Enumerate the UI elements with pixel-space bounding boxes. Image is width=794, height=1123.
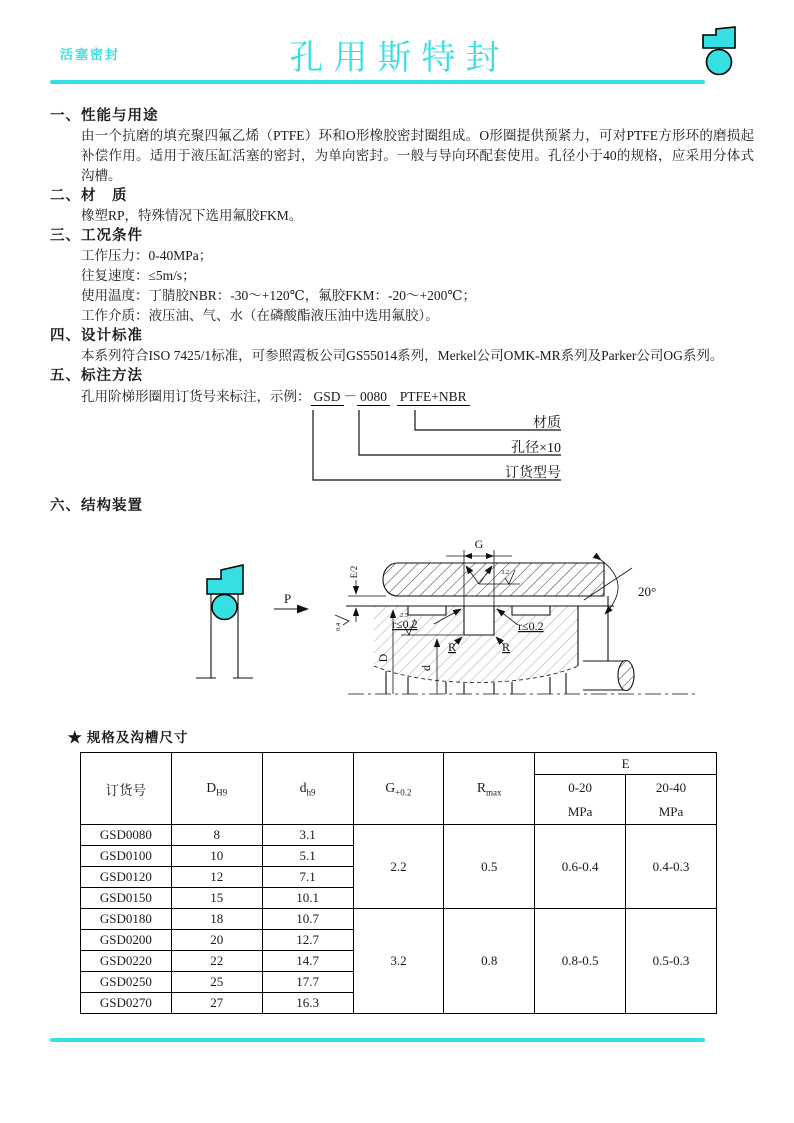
cell-code: GSD0120: [81, 867, 172, 888]
pressure-arrow: [274, 591, 308, 609]
cell-G-group1: 2.2: [353, 825, 444, 909]
cell-D: 15: [171, 888, 262, 909]
g-label: G: [474, 537, 484, 551]
page-title: 孔用斯特封: [289, 40, 510, 77]
cell-d: 5.1: [262, 846, 353, 867]
bore-wall: [383, 563, 604, 596]
seal-logo-icon: [697, 26, 741, 83]
table-row: [81, 825, 717, 846]
section-2-heading: 二、材 质: [50, 188, 128, 204]
condition-temperature: 使用温度：丁腈胶NBR：-30～+120℃，氟胶FKM：-20～+200℃；: [81, 288, 476, 303]
roughness-left: 0.4: [335, 622, 342, 631]
r-small-right-label: r≤0.2: [518, 619, 544, 633]
angle-label: 20°: [638, 584, 657, 599]
cell-G-group2: 3.2: [353, 909, 444, 1014]
section-1-body: 由一个抗磨的填充聚四氟乙烯（PTFE）环和O形橡胶密封圈组成。O形圈提供预紧力，可对PTFE方形环的磨损起补偿作用。适用于液压缸活塞的密封，为单向密封。一般与导向环配套使用。孔径小于40的规格，应采用分体式沟槽。: [81, 128, 754, 183]
cell-D: 25: [171, 972, 262, 993]
cell-D: 22: [171, 951, 262, 972]
section-4-body: 本系列符合ISO 7425/1标准，可参照霞板公司GS55014系列，Merkel公司OMK-MR系列及Parker公司OG系列。: [81, 348, 724, 363]
roughness-mid: 2.5: [400, 612, 409, 619]
callout-bore-label: 孔径×10: [511, 441, 561, 456]
cell-d: 17.7: [262, 972, 353, 993]
cell-Rmax-group1: 0.5: [444, 825, 535, 909]
col-header-order: 订货号: [81, 753, 172, 825]
table-row: [81, 909, 717, 930]
cell-e2-group2: 0.5-0.3: [626, 909, 717, 1014]
cell-D: 20: [171, 930, 262, 951]
cell-Rmax-group2: 0.8: [444, 909, 535, 1014]
header-rule: [50, 80, 705, 84]
cell-d: 7.1: [262, 867, 353, 888]
groove-dim-label: d: [419, 665, 433, 671]
footer-rule: [50, 1038, 705, 1042]
cell-D: 27: [171, 993, 262, 1014]
seal-section-icon: [196, 565, 253, 678]
cell-d: 10.7: [262, 909, 353, 930]
spec-table: [80, 752, 717, 1014]
cell-D: 8: [171, 825, 262, 846]
cell-d: 3.1: [262, 825, 353, 846]
col-header-R: $R_{max}$: [444, 753, 535, 825]
section-4-heading: 四、设计标准: [50, 328, 143, 344]
section-2-body: 橡塑RP，特殊情况下选用氟胶FKM。: [81, 208, 303, 223]
designation-prefix: GSD: [311, 389, 344, 406]
cell-D: 18: [171, 909, 262, 930]
content: [50, 106, 754, 1014]
col-header-E: E: [535, 753, 717, 775]
table-caption: ★ 规格及沟槽尺寸: [68, 730, 189, 745]
cell-code: GSD0270: [81, 993, 172, 1014]
col-header-e-low: 0-20 MPa: [535, 775, 626, 825]
seal-groove: [464, 606, 494, 635]
callout-material-label: 材质: [533, 416, 561, 431]
cell-e2-group1: 0.4-0.3: [626, 825, 717, 909]
designation-size: 0080: [357, 389, 390, 406]
r-small-left-label: r≤0.2: [392, 617, 418, 631]
category-label: 活塞密封: [60, 47, 121, 62]
cell-d: 12.7: [262, 930, 353, 951]
cell-d: 16.3: [262, 993, 353, 1014]
section-1-heading: 一、性能与用途: [50, 108, 159, 124]
page-header: [50, 30, 749, 78]
designation-callout-diagram: [303, 410, 603, 490]
designation-material: PTFE+NBR: [397, 389, 470, 406]
designation-example: [50, 386, 754, 408]
clearance-label: E/2: [349, 565, 359, 579]
designation-intro: 孔用阶梯形圈用订货号来标注，示例：: [81, 389, 311, 404]
roughness-top: 3.2: [501, 569, 510, 576]
r-right-label: R: [502, 640, 511, 654]
cell-d: 14.7: [262, 951, 353, 972]
relief-notch-left: [408, 606, 446, 615]
section-6-heading: 六、结构装置: [50, 498, 143, 514]
r-left-label: R: [448, 640, 457, 654]
cell-code: GSD0180: [81, 909, 172, 930]
pressure-label: P: [284, 591, 292, 606]
cell-e1-group2: 0.8-0.5: [535, 909, 626, 1014]
section-5-heading: 五、标注方法: [50, 368, 143, 384]
cell-code: GSD0100: [81, 846, 172, 867]
cell-code: GSD0220: [81, 951, 172, 972]
cell-code: GSD0250: [81, 972, 172, 993]
col-header-D: $D_{H9}$: [171, 753, 262, 825]
callout-model-label: 订货型号: [505, 466, 561, 481]
cell-e1-group1: 0.6-0.4: [535, 825, 626, 909]
condition-speed: 往复速度：≤5m/s；: [81, 268, 196, 283]
col-header-d: $d_{h9}$: [262, 753, 353, 825]
cell-d: 10.1: [262, 888, 353, 909]
bore-dim-label: D: [376, 653, 390, 663]
col-header-e-high: 20-40 MPa: [626, 775, 717, 825]
relief-notch-right: [512, 606, 550, 615]
cell-code: GSD0200: [81, 930, 172, 951]
section-3-heading: 三、工况条件: [50, 228, 143, 244]
designation-dash: －: [343, 389, 358, 404]
cell-D: 12: [171, 867, 262, 888]
col-header-G: $G_{+0.2}$: [353, 753, 444, 825]
rod-end: [578, 596, 634, 691]
condition-medium: 工作介质：液压油、气、水（在磷酸酯液压油中选用氟胶）。: [81, 308, 439, 323]
condition-pressure: 工作压力：0-40MPa；: [81, 248, 213, 263]
cell-D: 10: [171, 846, 262, 867]
cell-code: GSD0080: [81, 825, 172, 846]
structure-drawing: [56, 518, 756, 716]
cell-code: GSD0150: [81, 888, 172, 909]
